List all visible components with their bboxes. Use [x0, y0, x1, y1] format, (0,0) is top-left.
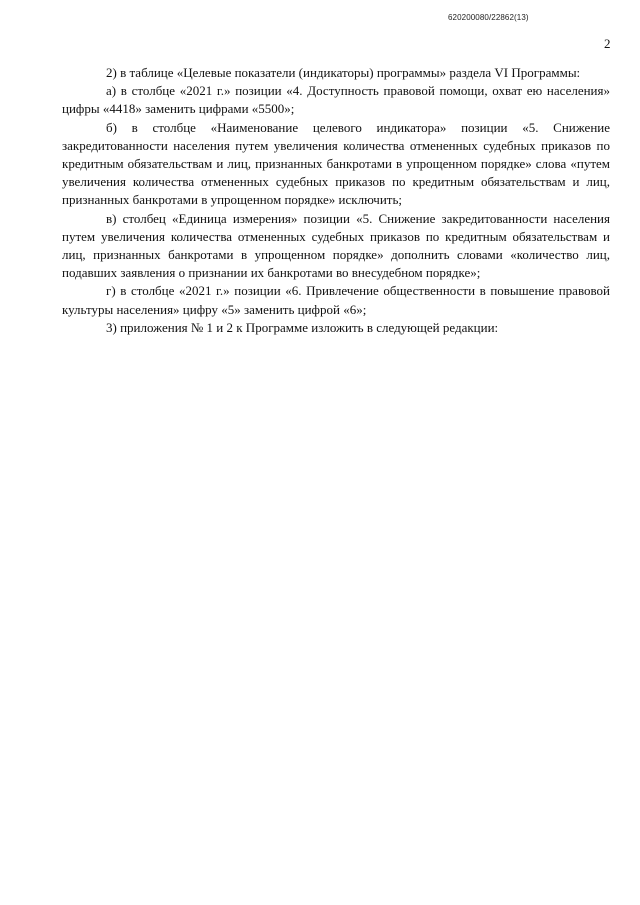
document-registration-code: 620200080/22862(13): [448, 13, 529, 22]
paragraph-subitem-b: б) в столбце «Наименование целевого индикатора» позиции «5. Снижение закредитованности населения путем увеличения количества отмененных судебных приказов по кредитным обязательствам и лиц, признанных банкротами в упрощенном порядке» слова «путем увеличения количества отмененных судебных приказов по кредитным обязательствам и лиц, признанных банкротами в упрощенном порядке» исключить;: [62, 119, 610, 208]
paragraph-item-3: 3) приложения № 1 и 2 к Программе изложить в следующей редакции:: [106, 319, 499, 335]
paragraph-subitem-v: в) столбец «Единица измерения» позиции «5. Снижение закредитованности населения путем увеличения количества отмененных судебных приказов по кредитным обязательствам и лиц, признанных банкротами в упрощенном порядке» дополнить словами «количество лиц, подавших заявления о признании их банкротами во внесудебном порядке»;: [62, 210, 610, 281]
paragraph-subitem-a: а) в столбце «2021 г.» позиции «4. Доступность правовой помощи, охват ею населения» цифры «4418» заменить цифрами «5500»;: [62, 83, 610, 117]
document-body: [62, 64, 610, 337]
paragraph-item-2: 2) в таблице «Целевые показатели (индикаторы) программы» раздела VI Программы:: [106, 65, 581, 80]
page-number: 2: [604, 36, 611, 51]
paragraph-subitem-g: г) в столбце «2021 г.» позиции «6. Привлечение общественности в повышение правовой культуры населения» цифру «5» заменить цифрой «6»;: [62, 283, 610, 317]
